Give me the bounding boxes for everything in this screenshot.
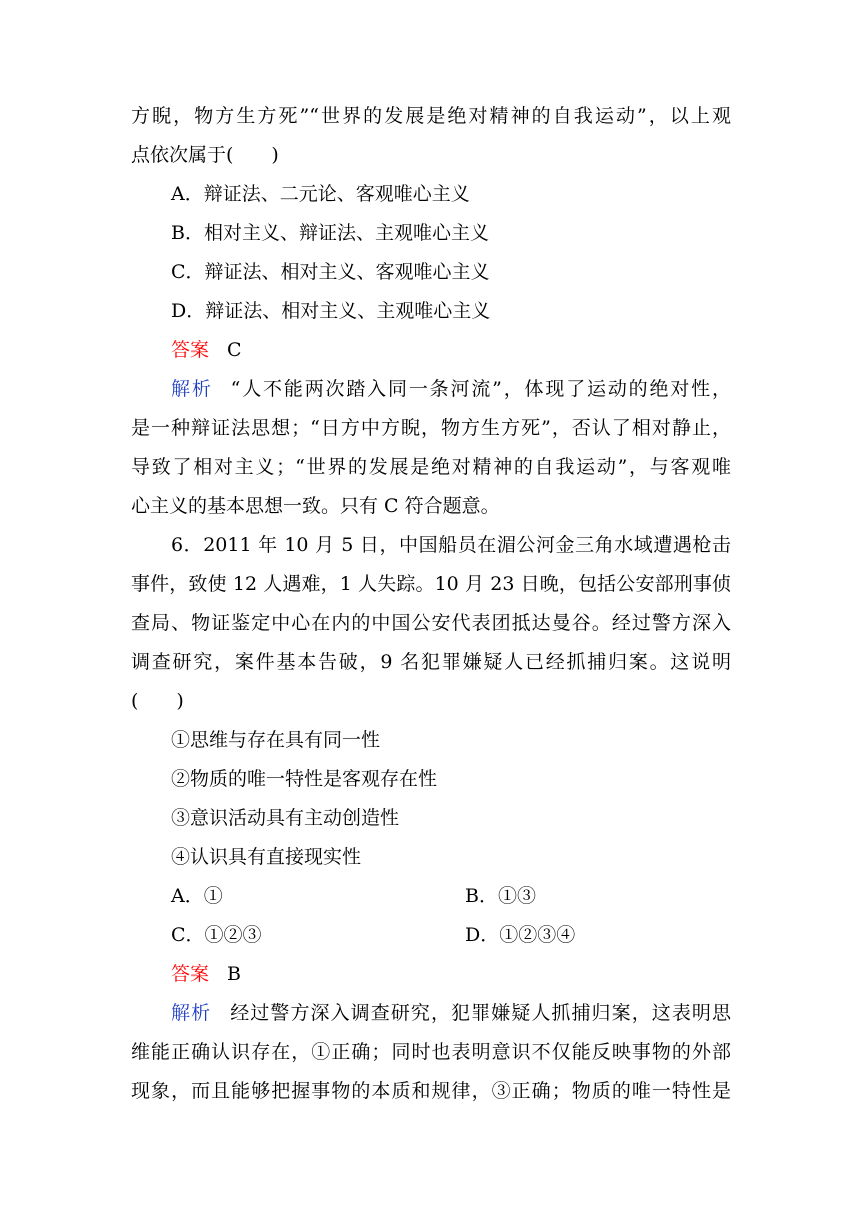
q6-stem-line-1: 6．2011 年 10 月 5 日，中国船员在湄公河金三角水域遭遇枪击: [171, 534, 731, 556]
q5-answer-label: 答案: [171, 339, 210, 361]
q5-stem-line-1: 方睨，物方生方死”“世界的发展是绝对精神的自我运动”，以上观: [131, 105, 731, 127]
q5-analysis-text-1: “人不能两次踏入同一条河流”，体现了运动的绝对性，: [230, 378, 731, 400]
document-page: [131, 97, 731, 1111]
q5-option-a: A．辩证法、二元论、客观唯心主义: [171, 183, 470, 205]
q6-analysis-label: 解析: [171, 1002, 212, 1024]
q6-stem-line-2: 事件，致使 12 人遇难，1 人失踪。10 月 23 日晚，包括公安部刑事侦: [131, 573, 731, 595]
q6-statement-3: ③意识活动具有主动创造性: [171, 807, 400, 829]
q6-statement-1: ①思维与存在具有同一性: [171, 729, 381, 751]
q5-analysis-label: 解析: [171, 378, 213, 400]
q6-analysis-line-3: 现象，而且能够把握事物的本质和规律，③正确；物质的唯一特性是: [131, 1080, 731, 1102]
q5-analysis-line-2: 是一种辩证法思想；“日方中方睨，物方生方死”，否认了相对静止，: [131, 417, 731, 439]
q6-answer-value: B: [227, 963, 241, 985]
q6-analysis-text-1: 经过警方深入调查研究，犯罪嫌疑人抓捕归案，这表明思: [229, 1002, 731, 1024]
q6-statement-4: ④认识具有直接现实性: [171, 846, 362, 868]
q5-answer: [131, 331, 731, 370]
q6-statement-2: ②物质的唯一特性是客观存在性: [171, 768, 438, 790]
q6-stem-line-3: 查局、物证鉴定中心在内的中国公安代表团抵达曼谷。经过警方深入: [131, 612, 731, 634]
q6-stem-line-5: ( ): [131, 690, 184, 712]
q5-analysis-line-4: 心主义的基本思想一致。只有 C 符合题意。: [131, 495, 500, 517]
q6-option-a: A．①: [171, 885, 223, 907]
q6-stem-line-4: 调查研究，案件基本告破，9 名犯罪嫌疑人已经抓捕归案。这说明: [131, 651, 731, 673]
q6-options-row-1: [131, 877, 731, 916]
q6-option-b: B．①③: [465, 885, 536, 907]
q6-option-d: D．①②③④: [465, 924, 576, 946]
q6-options-row-2: [131, 916, 731, 955]
q5-analysis-line-3: 导致了相对主义；“世界的发展是绝对精神的自我运动”，与客观唯: [131, 456, 731, 478]
q6-analysis-line-2: 维能正确认识存在，①正确；同时也表明意识不仅能反映事物的外部: [131, 1041, 731, 1063]
q5-stem-line-2: 点依次属于( ): [131, 144, 279, 166]
q5-option-b: B．相对主义、辩证法、主观唯心主义: [171, 222, 489, 244]
q6-answer-label: 答案: [171, 963, 210, 985]
q5-option-c: C．辩证法、相对主义、客观唯心主义: [171, 261, 490, 283]
q6-answer: [131, 955, 731, 994]
q5-analysis-line-1: [131, 370, 731, 409]
q6-analysis-line-1: [131, 994, 731, 1033]
q5-option-d: D．辩证法、相对主义、主观唯心主义: [171, 300, 491, 322]
q5-answer-value: C: [227, 339, 242, 361]
q6-option-c: C．①②③: [171, 924, 262, 946]
